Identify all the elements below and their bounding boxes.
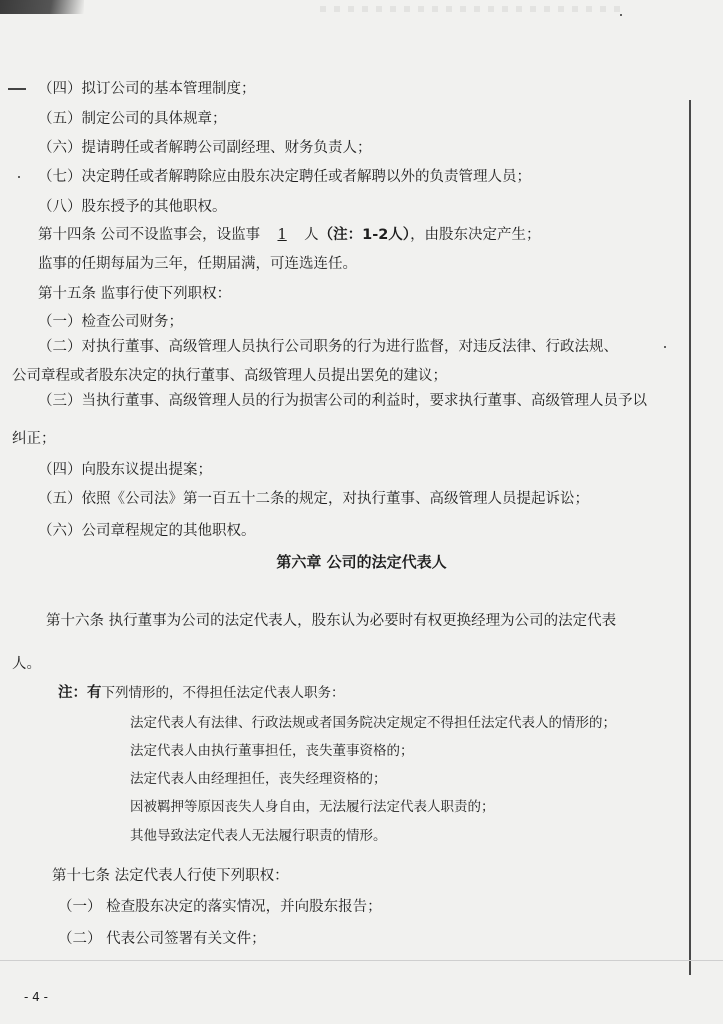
supervisor-item-5: （五）依照《公司法》第一百五十二条的规定，对执行董事、高级管理人员提起诉讼；: [38, 491, 589, 507]
article-14-term: 监事的任期每届为三年，任期届满，可连选连任。: [38, 256, 357, 272]
scan-shadow-corner: [0, 0, 84, 14]
scan-speck: [18, 176, 20, 178]
supervisor-item-2-cont: 公司章程或者股东决定的执行董事、高级管理人员提出罢免的建议；: [12, 368, 447, 384]
article-14-suffix: ，由股东决定产生；: [410, 227, 541, 243]
note-text: 下列情形的，不得担任法定代表人职务：: [101, 685, 345, 701]
supervisor-item-3-cont: 纠正；: [12, 431, 56, 447]
chapter-title: 第六章 公司的法定代表人: [276, 553, 447, 571]
scan-speck: [620, 14, 622, 16]
scan-bleed-through: [320, 6, 620, 12]
note-heading: [58, 684, 345, 702]
item-5: （五）制定公司的具体规章；: [38, 111, 227, 127]
supervisor-count: 1: [277, 227, 287, 243]
supervisor-item-1: （一）检查公司财务；: [38, 314, 183, 330]
article-14-note: （注：1-2人）: [318, 227, 411, 243]
article-14: [38, 226, 541, 244]
item-6: （六）提请聘任或者解聘公司副经理、财务负责人；: [38, 140, 372, 156]
article-14-prefix: 第十四条 公司不设监事会，设监事: [38, 227, 261, 243]
article-14-unit: 人: [304, 227, 319, 243]
note-item-4: 因被羁押等原因丧失人身自由，无法履行法定代表人职责的；: [130, 799, 495, 815]
supervisor-item-4: （四）向股东议提出提案；: [38, 462, 212, 478]
footer-divider: [0, 960, 723, 961]
page-number: - 4 -: [24, 990, 48, 1004]
note-item-3: 法定代表人由经理担任，丧失经理资格的；: [130, 771, 387, 787]
article-16: 第十六条 执行董事为公司的法定代表人，股东认为必要时有权更换经理为公司的法定代表: [46, 613, 617, 629]
scan-edge-line: [689, 100, 691, 975]
supervisor-item-3: （三）当执行董事、高级管理人员的行为损害公司的利益时，要求执行董事、高级管理人员予以: [38, 393, 647, 409]
article-16-cont: 人。: [12, 656, 41, 672]
note-label: 注：有: [58, 685, 102, 701]
supervisor-item-6: （六）公司章程规定的其他职权。: [38, 523, 256, 539]
article-17: 第十七条 法定代表人行使下列职权：: [52, 868, 289, 884]
item-4: （四）拟订公司的基本管理制度；: [38, 81, 256, 97]
scan-mark: [8, 88, 26, 90]
supervisor-item-2: （二）对执行董事、高级管理人员执行公司职务的行为进行监督，对违反法律、行政法规、: [38, 339, 618, 355]
scan-speck: [664, 346, 666, 348]
note-item-1: 法定代表人有法律、行政法规或者国务院决定规定不得担任法定代表人的情形的；: [130, 715, 616, 731]
rep-item-2: （二） 代表公司签署有关文件；: [58, 931, 266, 947]
rep-item-1: （一） 检查股东决定的落实情况，并向股东报告；: [58, 899, 382, 915]
item-8: （八）股东授予的其他职权。: [38, 199, 227, 215]
note-item-5: 其他导致法定代表人无法履行职责的情形。: [130, 828, 387, 844]
item-7: （七）决定聘任或者解聘除应由股东决定聘任或者解聘以外的负责管理人员；: [38, 169, 531, 185]
article-15: 第十五条 监事行使下列职权：: [38, 286, 232, 302]
note-item-2: 法定代表人由执行董事担任，丧失董事资格的；: [130, 743, 414, 759]
